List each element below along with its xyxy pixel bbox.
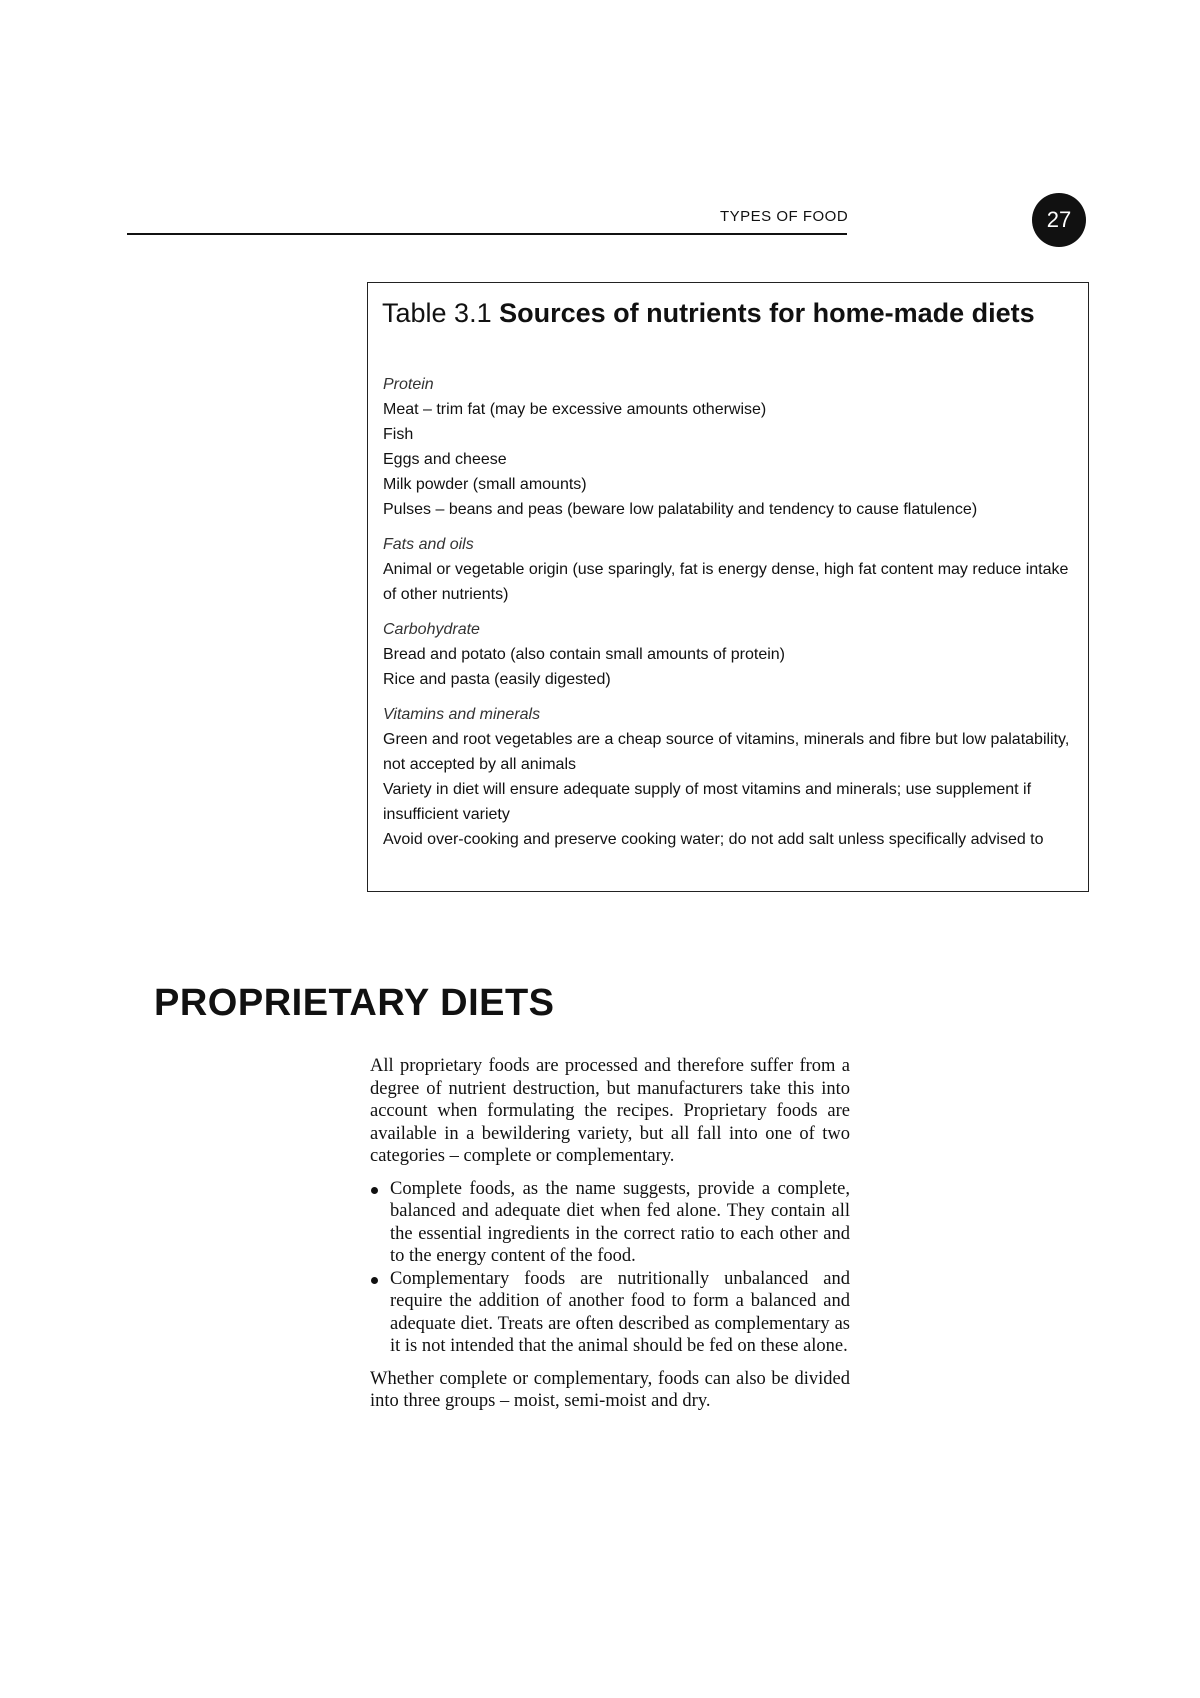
table-body bbox=[383, 372, 1073, 862]
table-line: Variety in diet will ensure adequate supply of most vitamins and minerals; use supplement if insufficient variety bbox=[383, 781, 1032, 823]
header-rule bbox=[127, 233, 847, 235]
table-section-heading: Protein bbox=[383, 376, 434, 393]
bullet-icon bbox=[371, 1277, 378, 1284]
table-line: Meat – trim fat (may be excessive amounts otherwise) bbox=[383, 401, 767, 418]
bullet-item bbox=[370, 1268, 850, 1358]
table-section bbox=[383, 702, 1073, 852]
bullet-text: Complementary foods are nutritionally unbalanced and require the addition of another food to form a balanced and adequate diet. Treats are often described as complementary as it is not intended that the animal should be fed on these alone. bbox=[390, 1268, 850, 1356]
section-heading: PROPRIETARY DIETS bbox=[154, 982, 555, 1024]
table-line: Eggs and cheese bbox=[383, 451, 507, 468]
table-caption: Sources of nutrients for home-made diets bbox=[499, 298, 1035, 328]
bullet-item bbox=[370, 1178, 850, 1268]
table-section-heading: Carbohydrate bbox=[383, 621, 480, 638]
bullet-icon bbox=[371, 1187, 378, 1194]
bullet-text: Complete foods, as the name suggests, provide a complete, balanced and adequate diet when fed alone. They contain all the essential ingredients in the correct ratio to each other and to the energy content of the food. bbox=[390, 1178, 850, 1266]
table-number: Table 3.1 bbox=[382, 298, 492, 328]
table-title bbox=[382, 298, 1035, 329]
table-section-heading: Vitamins and minerals bbox=[383, 706, 541, 723]
table-line: Bread and potato (also contain small amounts of protein) bbox=[383, 646, 786, 663]
bullet-list bbox=[370, 1178, 850, 1358]
table-line: Pulses – beans and peas (beware low palatability and tendency to cause flatulence) bbox=[383, 501, 978, 518]
table-line: Milk powder (small amounts) bbox=[383, 476, 587, 493]
section-body bbox=[370, 1055, 850, 1423]
table-section bbox=[383, 372, 1073, 522]
intro-paragraph: All proprietary foods are processed and therefore suffer from a degree of nutrient destruction, but manufacturers take this into account when formulating the recipes. Proprietary foods are available in a bewildering variety, but all fall into one of two categories – complete or complementary. bbox=[370, 1056, 850, 1166]
table-line: Fish bbox=[383, 426, 414, 443]
table-line: Animal or vegetable origin (use sparingly, fat is energy dense, high fat content may reduce intake of other nutrients) bbox=[383, 561, 1069, 603]
table-line: Rice and pasta (easily digested) bbox=[383, 671, 611, 688]
table-section bbox=[383, 532, 1073, 607]
table-section-heading: Fats and oils bbox=[383, 536, 474, 553]
table-line: Green and root vegetables are a cheap source of vitamins, minerals and fibre but low palatability, not accepted by all animals bbox=[383, 731, 1070, 773]
closing-paragraph: Whether complete or complementary, foods can also be divided into three groups – moist, semi-moist and dry. bbox=[370, 1368, 850, 1411]
running-header: TYPES OF FOOD bbox=[720, 208, 849, 225]
table-line: Avoid over-cooking and preserve cooking water; do not add salt unless specifically advised to bbox=[383, 831, 1044, 848]
page-number-badge: 27 bbox=[1032, 193, 1086, 247]
table-section bbox=[383, 617, 1073, 692]
